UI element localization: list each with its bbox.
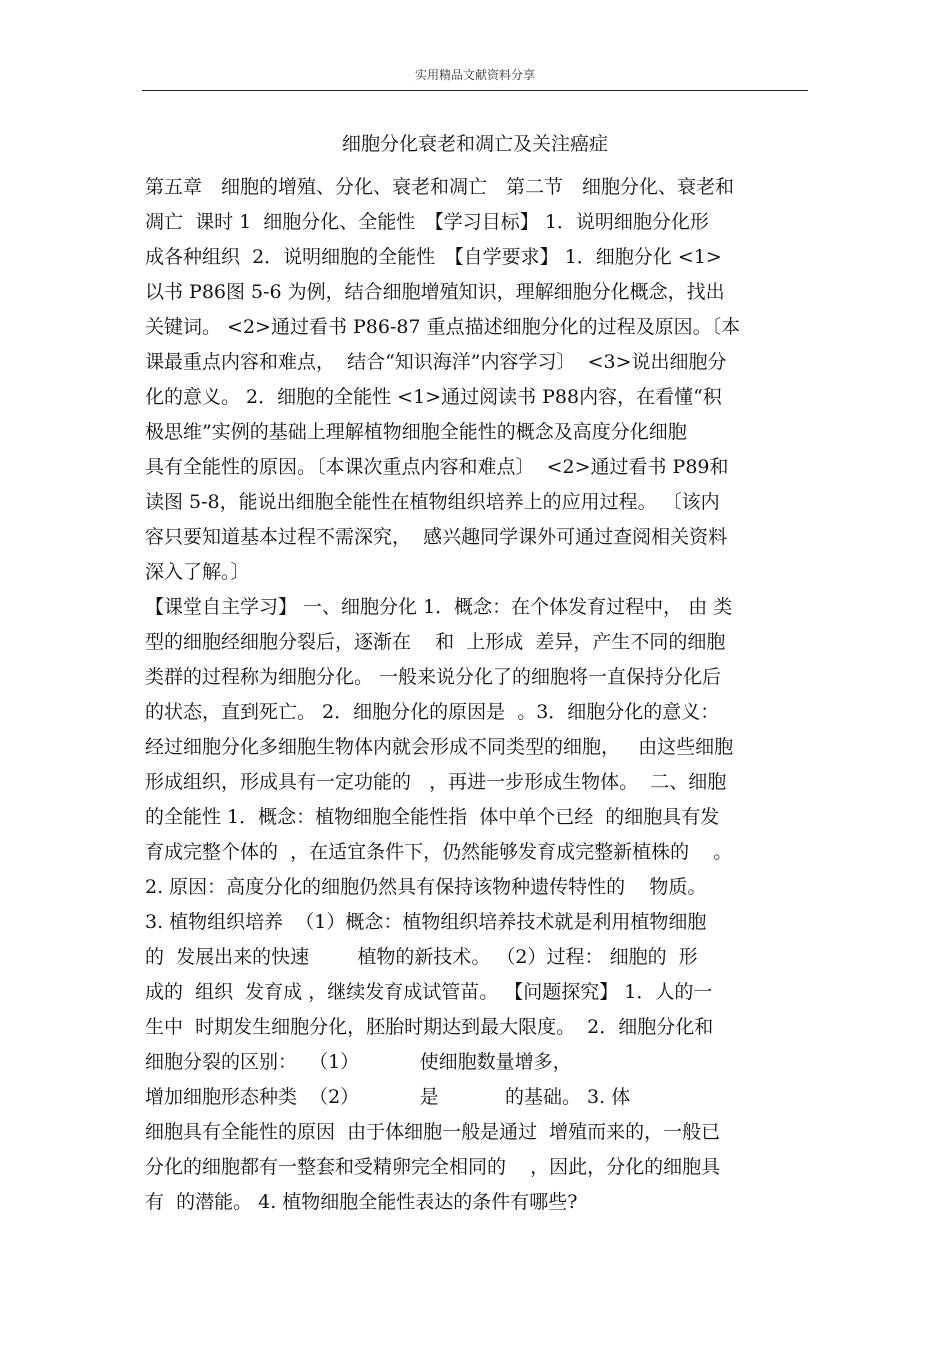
text-line: 型的细胞经细胞分裂后，逐渐在 和 上形成 差异，产生不同的细胞 [145,631,726,653]
page-header: 实用精品文献资料分享 [414,68,535,82]
text-line: 育成完整个体的 ，在适宜条件下，仍然能够发育成完整新植株的 。 [145,841,733,863]
text-line: 分化的细胞都有一整套和受精卵完全相同的 ，因此，分化的细胞具 [145,1156,721,1178]
text-line: 成各种组织 2．说明细胞的全能性 【自学要求】 1．细胞分化 <1> [145,246,722,268]
text-line: 读图 5-8，能说出细胞全能性在植物组织培养上的应用过程。 〔该内 [145,491,720,513]
text-line: 关键词。 <2>通过看书 P86-87 重点描述细胞分化的过程及原因。〔本 [145,316,741,338]
text-line: 的状态，直到死亡。 2．细胞分化的原因是 。3．细胞分化的意义： [145,701,720,723]
text-line: 深入了解。〕 [145,561,250,583]
text-line: 【课堂自主学习】 一、细胞分化 1．概念：在个体发育过程中， 由 类 [145,596,733,618]
text-line: 增加细胞形态种类 （2） 是 的基础。 3. 体 [145,1086,631,1108]
text-line: 细胞具有全能性的原因 由于体细胞一般是通过 增殖而来的，一般已 [145,1121,721,1143]
text-line: 3. 植物组织培养 （1）概念：植物组织培养技术就是利用植物细胞 [145,911,707,933]
text-line: 的 发展出来的快速 植物的新技术。 （2）过程： 细胞的 形 [145,946,698,968]
text-line: 生中 时期发生细胞分化，胚胎时期达到最大限度。 2．细胞分化和 [145,1016,714,1038]
text-line: 第五章 细胞的增殖、分化、衰老和凋亡 第二节 细胞分化、衰老和 [145,176,735,198]
text-line: 凋亡 课时 1 细胞分化、全能性 【学习目标】 1．说明细胞分化形 [145,211,709,233]
text-line: 2. 原因：高度分化的细胞仍然具有保持该物种遗传特性的 物质。 [145,876,707,898]
document-title: 细胞分化衰老和凋亡及关注癌症 [341,133,608,155]
text-line: 容只要知道基本过程不需深究， 感兴趣同学课外可通过查阅相关资料 [145,526,728,548]
text-line: 的全能性 1．概念：植物细胞全能性指 体中单个已经 的细胞具有发 [145,806,720,828]
text-line: 具有全能性的原因。〔本课次重点内容和难点〕 <2>通过看书 P89和 [145,456,729,478]
text-line: 成的 组织 发育成 ，继续发育成试管苗。 【问题探究】 1．人的一 [145,981,713,1003]
text-line: 以书 P86图 5-6 为例，结合细胞增殖知识，理解细胞分化概念，找出 [145,281,725,303]
text-line: 有 的潜能。 4. 植物细胞全能性表达的条件有哪些? [145,1191,578,1213]
text-line: 类群的过程称为细胞分化。 一般来说分化了的细胞将一直保持分化后 [145,666,722,688]
text-line: 细胞分裂的区别： （1） 使细胞数量增多， [145,1051,572,1073]
text-line: 形成组织，形成具有一定功能的 ，再进一步形成生物体。 二、细胞 [145,771,727,793]
text-line: 课最重点内容和难点， 结合“知识海洋”内容学习〕 <3>说出细胞分 [145,351,727,373]
text-line: 极思维”实例的基础上理解植物细胞全能性的概念及高度分化细胞 [145,421,687,443]
header-divider [142,90,808,91]
document-body [145,170,825,1220]
text-line: 经过细胞分化多细胞生物体内就会形成不同类型的细胞， 由这些细胞 [145,736,734,758]
text-line: 化的意义。 2．细胞的全能性 <1>通过阅读书 P88内容，在看懂“积 [145,386,722,408]
